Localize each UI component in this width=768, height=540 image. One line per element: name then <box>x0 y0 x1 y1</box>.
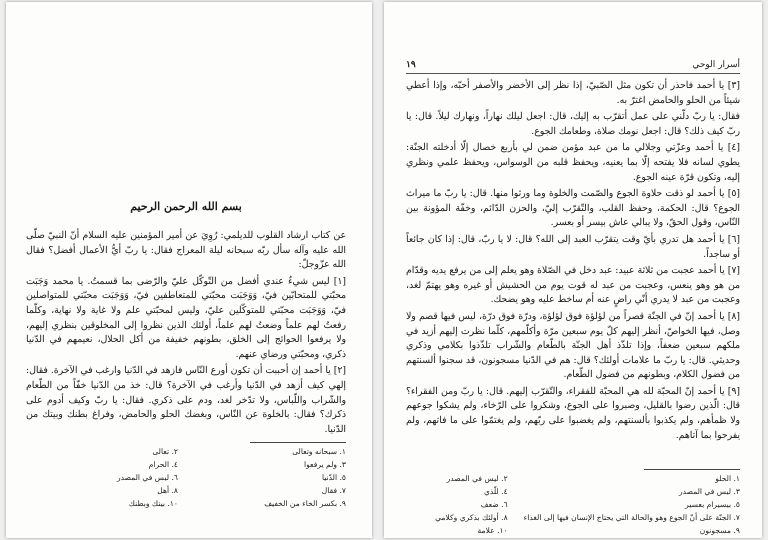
page-number: ١٩ <box>406 60 416 70</box>
footnote: ٧. فقال <box>321 486 346 496</box>
footnote: ٢. تعالى <box>152 447 178 457</box>
footnote-rule <box>250 442 346 443</box>
paragraph-8: [٨] يا أحمد إنّ في الجنّة قصراً من لؤلؤة فوق لؤلؤة، ودرّة فوق درّة، ليس فيها قصم ولا وصل، فيها الخواصّ، أنظر إليهم كلّ يوم سبعين مرّة وأكلّمهم، كلّما نظرت إليهم أزيد في ملكهم سبعين ضعفاً، وإذا تلذّذ أهل الجنّة بالطّعام والشّراب تلذّذوا بكلامي وذكري وحديثي. قال: يا ربّ ما علامات أولئك؟ قال: هم في الدّنيا مسجونون، قد سجنوا ألسنتهم من فضول الكلام، وبطونهم من فضول الطّعام. <box>406 310 740 381</box>
footnote: ١٠. بيتك وبطنك <box>128 499 178 509</box>
paragraph-6: [٦] يا أحمد هل تدري بأيّ وقت يتقرّب العبد إلى الله؟ قال: لا يا ربّ، قال: إذا كان جائعاً أو ساجداً. <box>406 233 740 260</box>
paragraph-9: [٩] يا أحمد إنّ المحبّة لله هي المحبّة للفقراء، والتّقرّب إليهم. قال: يا ربّ ومن الفقراء؟ قال: الّذين رضوا بالقليل، وصبروا على الجوع، وشكروا على الرّخاء، ولم يشكوا جوعهم ولا ظمأهم، ولم يكذبوا بألسنتهم، ولم يغضبوا على ربّهم، ولم يغتمّوا على ما فاتهم، ولم يفرحوا بما آتاهم. <box>406 385 740 441</box>
footnote-rule <box>644 469 740 470</box>
intro-paragraph: عن كتاب ارشاد القلوب للديلمي: رُوِيَ عن أمير المؤمنين عليه السلام أنّ النبيّ صلّى الله عليه وآله سأل ربّه سبحانه ليلة المعراج فقال: يا ربّ أيُّ الأعمال أفضل؟ فقال الله عزّوجلّ: <box>26 230 346 271</box>
page-body <box>406 79 740 443</box>
footnote: ٦. ضعف <box>480 500 508 510</box>
paragraph-4: [٤] يا أحمد وعزّتي وجلالي ما من عبد مؤمن ضمن لي بأربع خصال إلّا أدخلته الجنّة: يطوي لسانه فلا يفتحه إلّا بما يعنيه، ويحفظ قلبه من الوسواس، ويحفظ علمي ونظري إليه، وتكون قرّة عينه الجوع. <box>406 142 740 183</box>
paragraph-5: [٥] يا أحمد لو ذقت حلاوة الجوع والصّمت والخلوة وما ورثوا منها. قال: يا ربّ ما ميراث الجوع؟ قال: الحكمة، وحفظ القلب، والتّقرّب إليّ، والحزن الدّائم، وخفّة المؤونة بين النّاس، وقول الحقّ، ولا يبالي عاش بيسر أو بعسر. <box>406 188 740 229</box>
footnote: ٣. ليس في المصدر <box>678 487 740 497</box>
paragraph-2: [٢] يا أحمد إن أحببت أن تكون أورع النّاس فازهد في الدّنيا وارغب في الآخرة. فقال: إلهي كيف أزهد في الدّنيا وأرغب في الآخرة؟ قال: خذ من الدّنيا خفّاً من الطّعام والشّراب واللّباس، ولا تدّخر لغد، ودم على ذكري. فقال: يا ربّ وكيف أدوم على ذكرك؟ فقال: بالخلوة عن النّاس، وبغضك الحلو والحامض، وفراغ بطنك وبيتك من الدّنيا. <box>26 365 346 435</box>
footnote: ٤. للّذي <box>483 487 508 497</box>
footnote: ٢. ليس في المصدر <box>446 474 508 484</box>
footnotes <box>406 473 740 536</box>
footnote: ٥. الدّنيا <box>321 473 346 483</box>
footnote: ٨. أهل <box>157 486 178 496</box>
footnote: ١. الحلو <box>715 474 740 484</box>
basmala-heading: بسم الله الرحمن الرحيم <box>130 200 242 213</box>
footnote: ٨. أولئك بذكري وكلامي <box>435 513 508 523</box>
paragraph-3-cont: فقال: يا ربّ دلّني على عمل أتقرّب به إليك، قال: اجعل ليلك نهاراً، ونهارك ليلاً. قال: يا ربّ كيف ذلك؟ قال: اجعل نومك صلاة، وطعامك الجوع. <box>406 111 740 137</box>
paragraph-1: [١] ليس شيءٌ عندي أفضل من التّوكّل عليّ والرّضى بما قسمتُ. يا محمد وَجَبَت محبّتي للمتحابّين فيّ، وَوَجَبَت محبّتي للمتعاطفين فيّ، وَوَجَبَت محبّتي للمتواصلين فيّ، وَوَجَبَت محبّتي للمتوكّلين عليّ، وليس لمحبّتي علم ولا غاية ولا نهاية، وكلّما رفعتُ لهم علماً وضعتُ لهم علماً، أولئك الذين نظروا إلى المخلوقين بنظري إليهم، ولا يرفعوا الحوائج إلى الخلق، بطونهم خفيفة من أكل الحلال، نعيمهم في الدّنيا ذكري، ومحبّتي ورضاي عنهم. <box>26 275 346 360</box>
footnote: ٩. مسجونون <box>699 526 740 536</box>
footnote: ٤. الحرام <box>148 460 178 470</box>
footnote: ٥. بيسيرام بعسير <box>685 500 740 510</box>
left-page <box>6 2 372 538</box>
footnote: ١٠. علامة <box>477 526 508 536</box>
footnote: ٩. بكسر الخاء من الخفيف <box>264 499 346 509</box>
page-header <box>406 51 740 74</box>
paragraph-3: [٣] يا أحمد فاحذر أن تكون مثل الصّبيّ، إذا نظر إلى الأخضر والأصفر أحبّه، وإذا أعطي شيئاً من الحلو والحامض اغترّ به. <box>406 80 740 106</box>
footnote: ٦. ليس في المصدر <box>116 473 178 483</box>
footnote: ٧. الجنّة على أنّ الجوع وهو والحالة التي يحتاج الإنسان فيها إلى الغذاء <box>523 513 740 523</box>
right-page <box>384 2 762 538</box>
footnote: ٣. ولم يرفعوا <box>304 460 346 470</box>
paragraph-7: [٧] يا أحمد عجبت من ثلاثة عبيد: عبد دخل في الصّلاة وهو يعلم إلى من يرفع يديه وقدّام من هو وهو ينعس، وعجبت من عبد له قوت يوم من الحشيش أو غيره وهو يهتمّ لغد، وعجبت من عبد لا يدري أنّي راضٍ عنه أم ساخط عليه وهو يضحك. <box>406 265 740 306</box>
footnotes <box>26 446 346 509</box>
running-head: أسرار الوحي <box>692 60 740 70</box>
footnote: ١. سبحانه وتعالى <box>292 447 346 457</box>
